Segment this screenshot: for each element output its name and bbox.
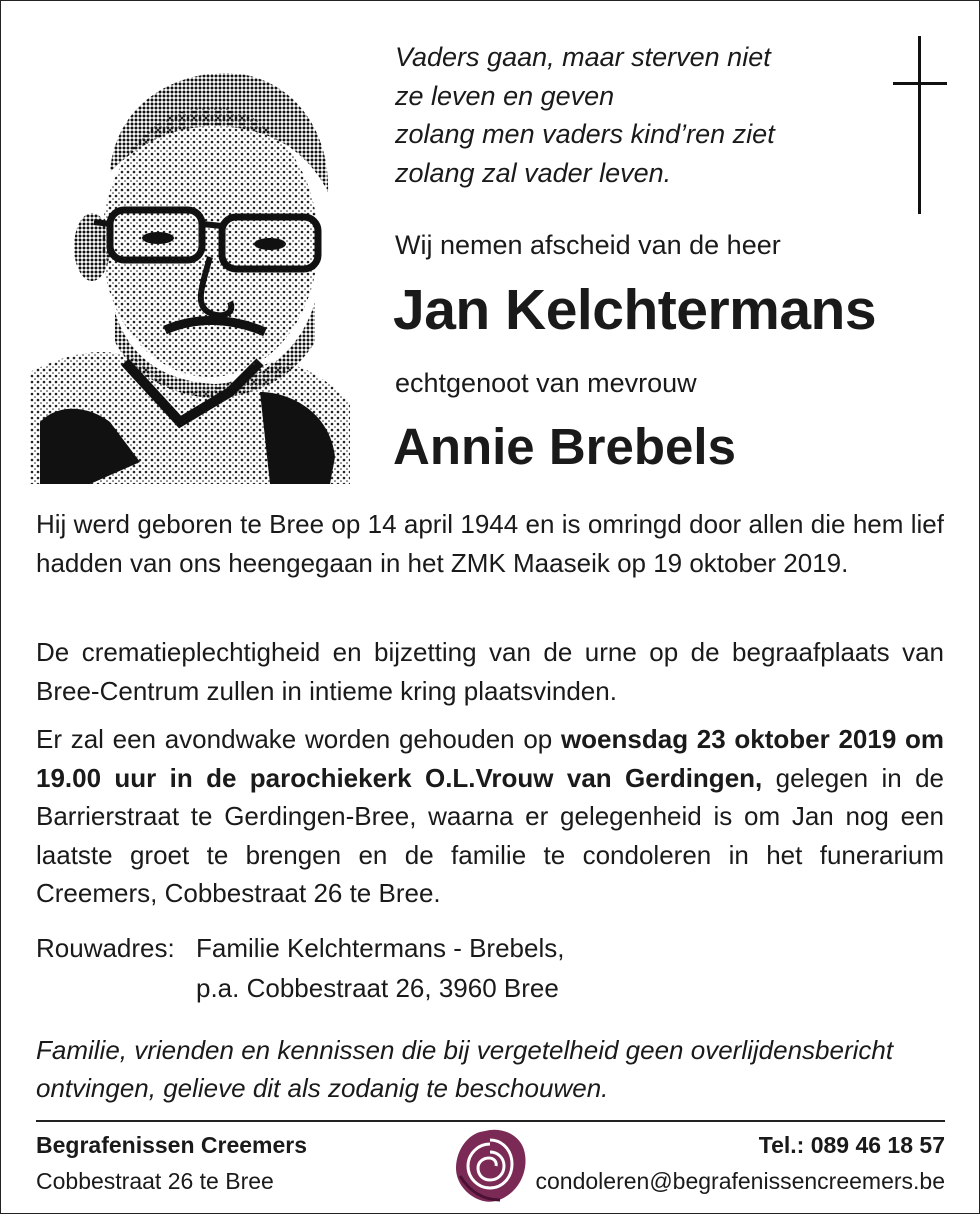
deceased-name: Jan Kelchtermans bbox=[393, 278, 877, 342]
poem-line: ze leven en geven bbox=[395, 80, 615, 111]
poem-line: zolang zal vader leven. bbox=[395, 157, 672, 188]
mourning-address-label: Rouwadres: bbox=[36, 933, 175, 963]
spouse-name: Annie Brebels bbox=[393, 418, 736, 475]
footer-divider bbox=[36, 1120, 945, 1122]
wake-details: woensdag 23 oktober 2019 om 19.00 uur in de parochiekerk O.L.Vrouw van Gerdingen, bbox=[36, 724, 944, 793]
mourning-address-line1: Familie Kelchtermans - Brebels, bbox=[196, 933, 565, 963]
company-email[interactable]: condoleren@begrafenissencreemers.be bbox=[535, 1168, 945, 1194]
intro-text: Wij nemen afscheid van de heer bbox=[395, 230, 781, 260]
wake-paragraph bbox=[36, 720, 944, 913]
cross-icon bbox=[893, 36, 947, 214]
poem bbox=[395, 38, 775, 192]
company-address: Cobbestraat 26 te Bree bbox=[36, 1168, 274, 1194]
wake-text-after: gelegen in de Barrierstraat te Gerdingen-Bree, waarna er gelegenheid is om Jan nog een laatste groet te brengen en de familie te condoleren in het funerarium Creemers, Cobbestraat 26 te Bree. bbox=[36, 762, 944, 908]
rose-logo-icon bbox=[450, 1126, 530, 1206]
company-phone: Tel.: 089 46 18 57 bbox=[758, 1132, 945, 1158]
mourning-address-line2: p.a. Cobbestraat 26, 3960 Bree bbox=[196, 973, 559, 1003]
poem-line: zolang men vaders kind’ren ziet bbox=[395, 119, 775, 149]
spouse-intro-text: echtgenoot van mevrouw bbox=[395, 368, 697, 398]
ceremony-paragraph: De crematieplechtigheid en bijzetting van de urne op de begraafplaats van Bree-Centrum zullen in intieme kring plaatsvinden. bbox=[36, 637, 944, 706]
company-name: Begrafenissen Creemers bbox=[36, 1132, 308, 1158]
portrait-photo bbox=[30, 62, 350, 484]
wake-text-before: Er zal een avondwake worden gehouden op bbox=[36, 724, 561, 754]
closing-note: Familie, vrienden en kennissen die bij vergetelheid geen overlijdensbericht ontvingen, gelieve dit als zodanig te beschouwen. bbox=[36, 1035, 894, 1103]
poem-line: Vaders gaan, maar sterven niet bbox=[395, 42, 771, 72]
birth-paragraph: Hij werd geboren te Bree op 14 april 1944 en is omringd door allen die hem lief hadden van ons heengegaan in het ZMK Maaseik op 19 oktober 2019. bbox=[36, 509, 944, 578]
